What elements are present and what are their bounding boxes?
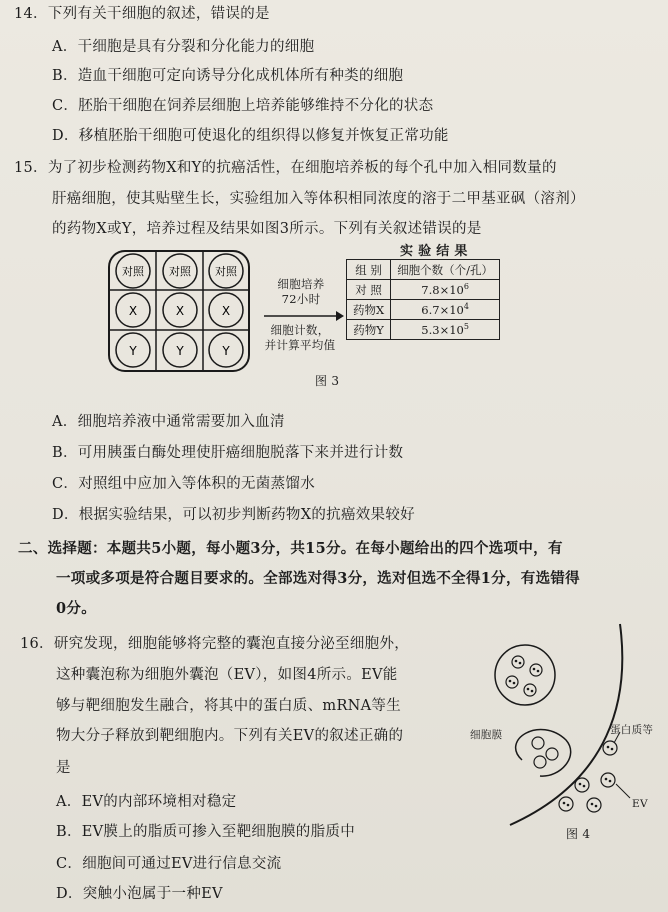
results-group-y: 药物Y bbox=[347, 320, 391, 340]
q16-stem-line5: 是 bbox=[56, 760, 71, 776]
well-y-2: Y bbox=[176, 344, 184, 358]
well-x-2: X bbox=[175, 304, 185, 318]
section2-line1: 二、选择题：本题共5小题，每小题3分，共15分。在每小题给出的四个选项中，有 bbox=[18, 540, 563, 557]
right-arrow-icon bbox=[262, 307, 346, 319]
q15-option-c: C．对照组中应加入等体积的无菌蒸馏水 bbox=[52, 476, 315, 492]
well-control-1: 对照 bbox=[122, 265, 144, 278]
q16-stem-line1: 16．研究发现，细胞能够将完整的囊泡直接分泌至细胞外， bbox=[20, 636, 410, 652]
results-header-group: 组 别 bbox=[347, 260, 391, 280]
q15-stem-line3: 的药物X或Y，培养过程及结果如图3所示。下列有关叙述错误的是 bbox=[52, 221, 482, 237]
arrow-label-top-1: 细胞培养 bbox=[277, 277, 325, 291]
label-cell-membrane: 细胞膜 bbox=[470, 729, 503, 741]
well-control-2: 对照 bbox=[169, 265, 191, 278]
q14-option-c: C．胚胎干细胞在饲养层细胞上培养能够维持不分化的状态 bbox=[52, 98, 434, 114]
results-group-control: 对 照 bbox=[347, 280, 391, 300]
arrow-label-top-2: 72小时 bbox=[281, 292, 321, 306]
figure-4-caption: 图 4 bbox=[566, 827, 591, 841]
results-count-control: $7.8\times 10^6$ bbox=[391, 280, 500, 300]
arrow-label-bottom-1: 细胞计数， bbox=[270, 323, 330, 337]
q16-stem-line2: 这种囊泡称为细胞外囊泡（EV），如图4所示。EV能 bbox=[56, 667, 398, 683]
results-header-count: 细胞个数（个/孔） bbox=[391, 260, 500, 280]
q15-option-b: B．可用胰蛋白酶处理使肝癌细胞脱落下来并进行计数 bbox=[52, 445, 404, 461]
q14-stem: 14．下列有关干细胞的叙述，错误的是 bbox=[14, 6, 270, 22]
q15-stem-line2: 肝癌细胞，使其贴壁生长，实验组加入等体积相同浓度的溶于二甲基亚砜（溶剂） bbox=[52, 191, 585, 207]
q15-option-d: D．根据实验结果，可以初步判断药物X的抗癌效果较好 bbox=[52, 507, 415, 523]
q16-option-a: A．EV的内部环境相对稳定 bbox=[56, 794, 237, 810]
q14-option-a: A．干细胞是具有分裂和分化能力的细胞 bbox=[52, 39, 315, 55]
q16-option-d: D．突触小泡属于一种EV bbox=[56, 886, 223, 902]
section2-line2: 一项或多项是符合题目要求的。全部选对得3分，选对但选不全得1分，有选错得 bbox=[56, 570, 580, 587]
q16-stem-line3: 够与靶细胞发生融合，将其中的蛋白质、mRNA等生 bbox=[56, 698, 402, 714]
large-vesicle bbox=[495, 645, 555, 705]
label-ev: EV bbox=[632, 798, 648, 810]
well-x-1: X bbox=[128, 304, 138, 318]
q15-option-a: A．细胞培养液中通常需要加入血清 bbox=[52, 414, 285, 430]
results-count-x: $6.7\times 10^4$ bbox=[391, 300, 500, 320]
cell-membrane-curve bbox=[510, 624, 622, 825]
figure-3-caption: 图 3 bbox=[315, 374, 340, 388]
culture-plate bbox=[108, 250, 250, 372]
well-y-1: Y bbox=[129, 344, 137, 358]
well-control-3: 对照 bbox=[215, 265, 237, 278]
section2-line3: 0分。 bbox=[56, 600, 96, 617]
results-group-x: 药物X bbox=[347, 300, 391, 320]
q16-option-c: C．细胞间可通过EV进行信息交流 bbox=[56, 856, 282, 872]
results-table bbox=[346, 259, 500, 340]
results-table-title: 实 验 结 果 bbox=[400, 244, 468, 259]
well-x-3: X bbox=[221, 304, 231, 318]
label-protein: 蛋白质等 bbox=[610, 724, 654, 736]
q14-option-b: B．造血干细胞可定向诱导分化成机体所有种类的细胞 bbox=[52, 68, 404, 84]
results-count-y: $5.3\times 10^5$ bbox=[391, 320, 500, 340]
q15-stem-line1: 15．为了初步检测药物X和Y的抗癌活性，在细胞培养板的每个孔中加入相同数量的 bbox=[14, 160, 557, 176]
arrow-label-bottom-2: 并计算平均值 bbox=[264, 338, 336, 352]
q16-stem-line4: 物大分子释放到靶细胞内。下列有关EV的叙述正确的 bbox=[56, 728, 404, 744]
well-y-3: Y bbox=[222, 344, 230, 358]
q16-option-b: B．EV膜上的脂质可掺入至靶细胞膜的脂质中 bbox=[56, 824, 356, 840]
q14-option-d: D．移植胚胎干细胞可使退化的组织得以修复并恢复正常功能 bbox=[52, 128, 449, 144]
